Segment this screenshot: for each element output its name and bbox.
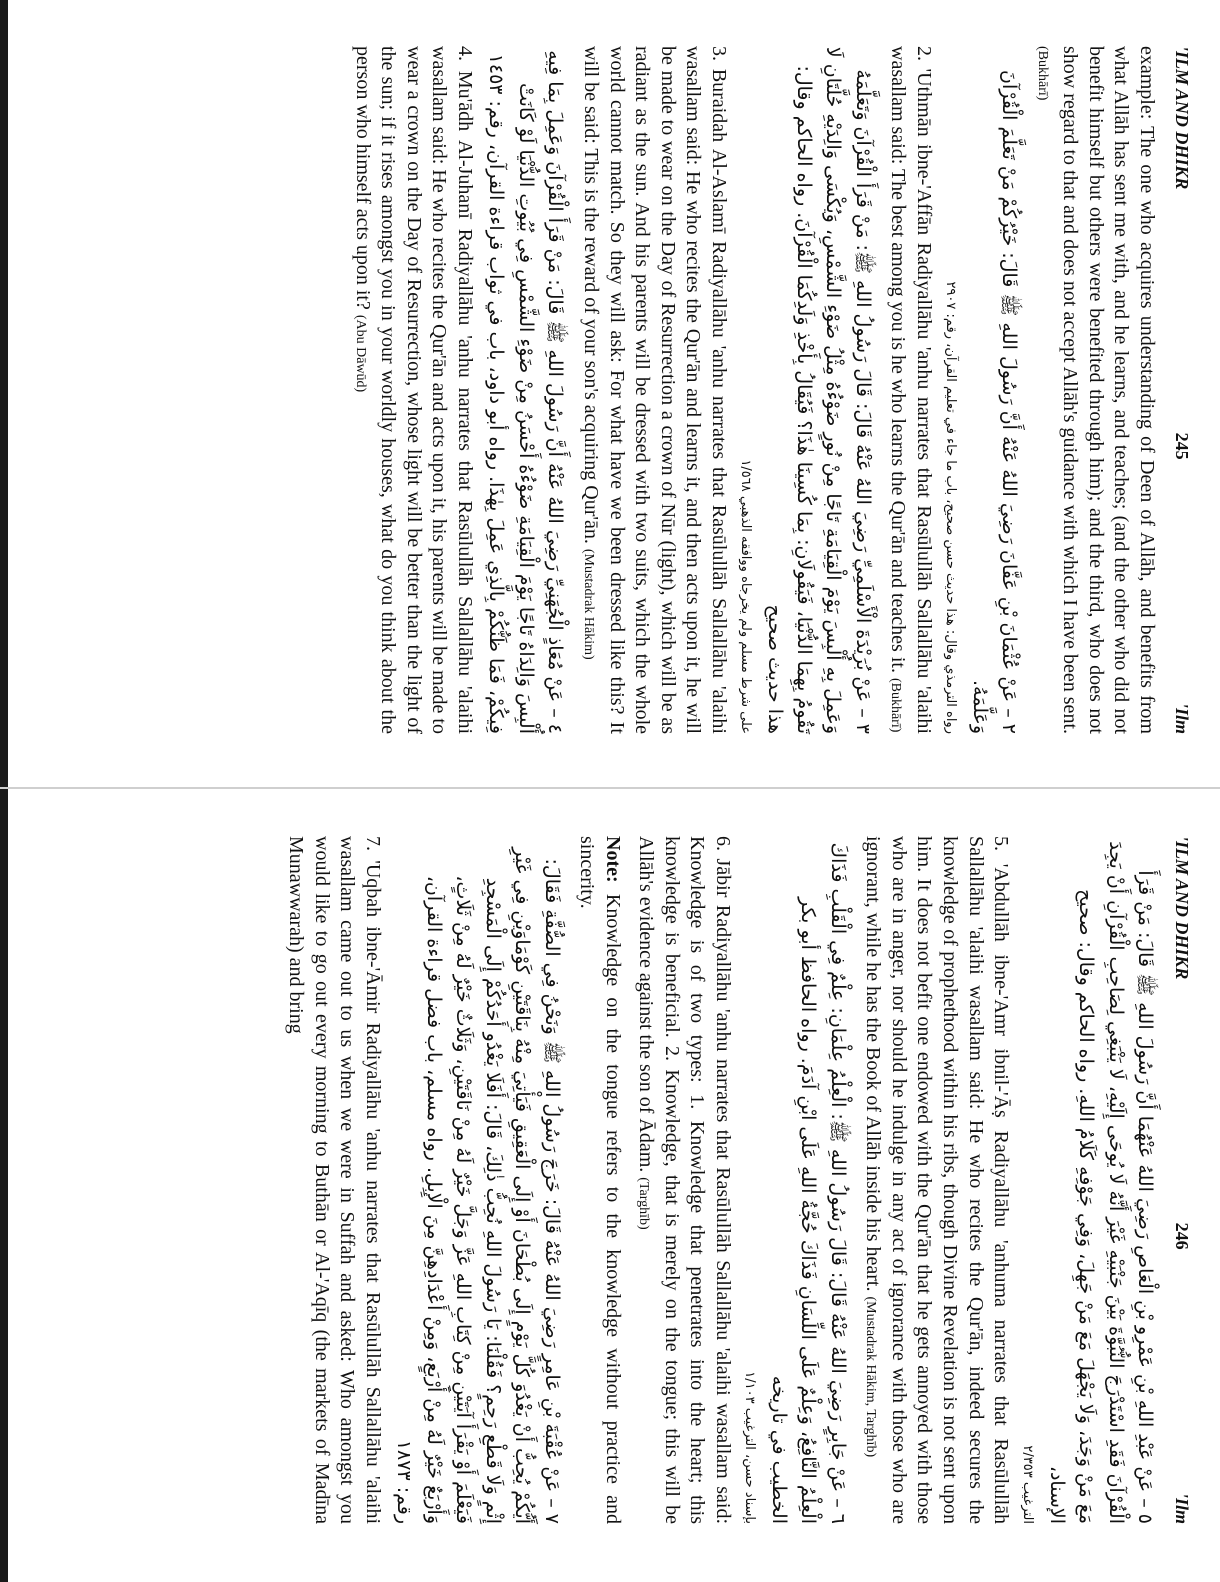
english-translation [885, 46, 936, 734]
page-content [16, 796, 1202, 1564]
page-246 [16, 796, 1202, 1564]
source-reference: (Bukhārī) [1034, 46, 1050, 101]
translation-text: 5. 'Abdullāh ibne-'Amr ibnil-'Āṣ Radiyallāhu 'anhuma narrates that Rasūlullāh Sallallāhu 'alaihi wasallam said: He who recites the Qur'ān, indeed secures the knowledge of prophethood within his ribs, though Divine Revelation is not sent upon him. It does not befit one endowed with the Qur'ān that he gets annoyed with those who are in anger, nor should he indulge in any act of ignorance with those who are ignorant, while he has the Book of Allāh inside his heart. [862, 836, 1013, 1524]
arabic-hadith-text: ٥ – عَنْ عَبْدِ اللهِ بْنِ عَمْرِو بْنِ الْعَاصِ رَضِيَ اللهُ عَنْهُمَا أَنَّ رَسُولَ اللهِ ﷺ قَالَ: مَنْ قَرَأَ الْقُرْآنَ فَقَدِ اسْتَدْرَجَ النُّبُوَّةَ بَيْنَ جَنْبَيْهِ غَيْرَ أَنَّهُ لَا يُوحَى إِلَيْهِ، لَا يَنْبَغِي لِصَاحِبِ الْقُرْآنِ أَنْ يَجِدَ مَعَ مَنْ وَجَدَ، وَلَا يَجْهَلَ مَعَ مَنْ جَهِلَ، وَفِي جَوْفِهِ كَلَامُ اللهِ. رواه الحاكم وقال: صحيح الإسناد، [1045, 841, 1156, 1524]
page-content [16, 6, 1202, 774]
source-reference: (Abu Dāwūd) [352, 314, 368, 393]
translation-text: example: The one who acquires understanding of Deen of Allāh, and benefits from what Allāh has sent me with, and he learns, and teaches; (and the other who did not benefit himself but others were benefited through him); and the third, who does not show regard to that and does not accept Allāh's guidance with which I have been sent. [1059, 46, 1158, 734]
note-text: Knowledge on the tongue refers to the knowledge without practice and sincerity. [576, 836, 624, 1524]
page-gutter [0, 787, 1220, 789]
arabic-reference: على شرط مسلم ولم يخرجاه ووافقه الذهبي ١/٥٦٨ [738, 459, 754, 734]
running-header [1171, 46, 1192, 734]
source-reference: (Bukhārī) [888, 677, 904, 733]
english-translation [283, 836, 385, 1524]
note-label: Note: [601, 836, 624, 883]
source-reference: (Mustadrak Hākim) [580, 548, 596, 660]
arabic-hadith-text: ٤ – عَنْ مُعَاذٍ الْجُهَنِيِّ رَضِيَ اللهُ عَنْهُ أَنَّ رَسُولَ اللهِ ﷺ قَالَ: مَنْ قَرَأَ الْقُرْآنَ وَعَمِلَ بِمَا فِيهِ أُلْبِسَ وَالِدَاهُ تَاجًا يَوْمَ الْقِيَامَةِ ضَوْءُهُ أَحْسَنُ مِنْ ضَوْءِ الشَّمْسِ فِي بُيُوتِ الدُّنْيَا لَوْ كَانَتْ فِيكُمْ، فَمَا ظَنُّكُمْ بِالَّذِي عَمِلَ بِهٰذَا. رواه أبو داود، باب في ثواب قراءة القرآن، رقم: ١٤٥٣ [485, 50, 567, 734]
note-paragraph [574, 836, 625, 1524]
translation-text: 7. 'Uqbah ibne-'Āmir Radiyallāhu 'anhu narrates that Rasūlullāh Sallallāhu 'alaihi wasallam came out to us when we were in Suffah and asked: Who amongst you would like to go out every morning to Buthān or Al-'Aqīq (the markets of Madīna Munawwarah) and bring [285, 836, 384, 1524]
arabic-reference: رواه الترمذي وقال: هذا حديث حسن صحيح، باب ما جاء في تعليم القرآن، رقم: ٢٩٠٧ [943, 281, 959, 734]
arabic-hadith-text: ٢ – عَنْ عُثْمَانَ بْنِ عَفَّانَ رَضِيَ اللهُ عَنْهُ أَنَّ رَسُولَ اللهِ ﷺ قَالَ: خَيْرُكُمْ مَنْ تَعَلَّمَ الْقُرْآنَ وَعَلَّمَهُ. [968, 70, 1021, 734]
source-reference: (Mustadrak Hākim, Targhīb) [863, 1296, 879, 1458]
arabic-hadith-text: ٣ – عَنْ بُرَيْدَةَ الْأَسْلَمِيِّ رَضِيَ اللهُ عَنْهُ قَالَ: قَالَ رَسُولُ اللهِ ﷺ: مَنْ قَرَأَ الْقُرْآنَ وَتَعَلَّمَهُ وَعَمِلَ بِهِ أُلْبِسَ يَوْمَ الْقِيَامَةِ تَاجًا مِنْ نُورٍ ضَوْءُهُ مِثْلُ ضَوْءِ الشَّمْسِ، وَيُكْسَى وَالِدَيْهِ حُلَّتَانِ لَا تَقُومُ بِهِمَا الدُّنْيَا، فَيَقُولَانِ: بِمَا كُسِينَا هٰذَا؟ فَيُقَالُ بِأَخْذِ وَلَدِكُمَا الْقُرْآنَ. رواه الحاكم وقال: هذا حديث صحيح [763, 46, 874, 734]
header-chapter: 'Ilm [1172, 1492, 1192, 1524]
running-header [1171, 836, 1192, 1524]
source-reference: (Targhīb) [636, 1177, 652, 1230]
page-number: 246 [1172, 1222, 1192, 1250]
english-translation [349, 46, 477, 734]
english-translation [633, 836, 735, 1524]
page-245 [16, 6, 1202, 774]
arabic-hadith-text: ٦ – عَنْ جَابِرٍ رَضِيَ اللهُ عَنْهُ قَالَ: قَالَ رَسُولُ اللهِ ﷺ: الْعِلْمُ عِلْمَانِ: عِلْمٌ فِي الْقَلْبِ فَذَاكَ الْعِلْمُ النَّافِعُ، وَعِلْمٌ عَلَى اللِّسَانِ فَذَاكَ حُجَّةُ اللهِ عَلَى ابْنِ آدَمَ. رواه الحافظ أبو بكر الخطيب في تاريخه [767, 842, 849, 1524]
english-translation [577, 46, 731, 734]
arabic-reference: الترغيب ٢/٣٥٣ [1020, 1445, 1036, 1524]
english-translation [860, 836, 1014, 1524]
english-translation [1031, 46, 1159, 734]
book-binding-edge [0, 0, 8, 1582]
header-book-title: 'ILM AND DHIKR [1172, 46, 1192, 190]
header-book-title: 'ILM AND DHIKR [1172, 836, 1192, 980]
translation-text: 2. 'Uthmān ibne-'Affān Radiyallāhu 'anhu narrates that Rasūlullāh Sallallāhu 'alaihi wasallam said: The best among you is he who learns the Qur'ān and teaches it. [887, 46, 936, 734]
header-chapter: 'Ilm [1172, 702, 1192, 734]
page-number: 245 [1172, 432, 1192, 460]
translation-text: 6. Jābir Radiyallāhu 'anhu narrates that Rasūlullāh Sallallāhu 'alaihi wasallam said: Knowledge is of two types: 1. Knowledge that penetrates into the heart; this knowledge is beneficial. 2. Knowledge, that is merely on the tongue; this will be Allāh's evidence against the son of Ādam. [635, 836, 735, 1524]
arabic-reference: بإسناد حسن، الترغيب ١/١٠٣ [742, 1371, 758, 1524]
translation-text: 4. Mu'ādh Al-Juhanī Radiyallāhu 'anhu narrates that Rasūlullāh Sallallāhu 'alaihi wasallam said: He who recites the Qur'ān and acts upon it, his parents will be made to wear a crown on the Day of Resurrection, whose light will be better than the light of the sun; if it rises amongst you in your worldly houses, what do you think about the person who himself acts upon it? [351, 46, 477, 734]
arabic-hadith-text: ٧ – عَنْ عُقْبَةَ بْنِ عَامِرٍ رَضِيَ اللهُ عَنْهُ قَالَ: خَرَجَ رَسُولُ اللهِ ﷺ وَنَحْنُ فِي الصُّفَّةِ فَقَالَ: أَيُّكُمْ يُحِبُّ أَنْ يَغْدُوَ كُلَّ يَوْمٍ إِلَى بُطْحَانَ أَوْ إِلَى الْعَقِيقِ فَيَأْتِيَ مِنْهُ بِنَاقَتَيْنِ كَوْمَاوَيْنِ فِي غَيْرِ إِثْمٍ وَلَا قَطْعِ رَحِمٍ؟ فَقُلْنَا: يَا رَسُولَ اللهِ نُحِبُّ ذٰلِكَ، قَالَ: أَفَلَا يَغْدُو أَحَدُكُمْ إِلَى الْمَسْجِدِ فَيَعْلَمَ أَوْ يَقْرَأَ آيَتَيْنِ مِنْ كِتَابِ اللهِ عَزَّ وَجَلَّ خَيْرٌ لَهُ مِنْ نَاقَتَيْنِ، وَثَلَاثٌ خَيْرٌ لَهُ مِنْ ثَلَاثٍ، وَأَرْبَعٌ خَيْرٌ لَهُ مِنْ أَرْبَعٍ، وَمِنْ أَعْدَادِهِنَّ مِنَ الْإِبِلِ. رواه مسلم، باب فضل قراءة القرآن، رقم: ١٨٧٣ [393, 847, 563, 1524]
translation-text: 3. Buraidah Al-Aslamī Radiyallāhu 'anhu narrates that Rasūlullāh Sallallāhu 'alaihi wasallam said: He who recites the Qur'ān and learns it, and then acts upon it, he will be made to wear on the Day of Resurrection a crown of Nūr (light), which will be as radiant as the sun. And his parents will be dressed with two suits, which the whole world cannot match. So they will ask: For what have we been dressed like this? It will be said: This is the reward of your son's acquiring Qur'ān. [579, 46, 730, 734]
